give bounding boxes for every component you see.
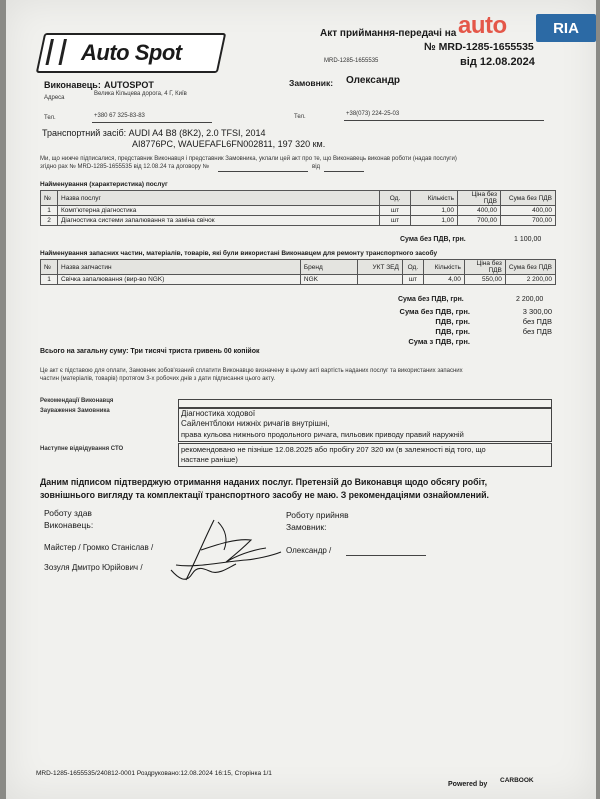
watermark-ria: RIA: [536, 14, 596, 42]
sig-master: Майстер / Громко Станіслав /: [44, 543, 154, 552]
parts-total-label: Сума без ПДВ, грн.: [398, 296, 464, 303]
grand-total-label: Сума без ПДВ, грн.: [399, 307, 470, 316]
services-total: 1 100,00: [514, 236, 542, 243]
executor-label: Виконавець:: [44, 80, 101, 90]
vat-value-2: без ПДВ: [522, 327, 552, 336]
customer-tel: +38(073) 224-25-03: [346, 111, 400, 117]
parts-title: Найменування запасних частин, матеріалів, товарів, які були використані Виконавцем для ремонту транспортного засобу: [40, 250, 438, 257]
table-row: 1 Комп'ютерна діагностика шт 1,00 400,00 400,00: [41, 206, 556, 216]
executor-address: Велика Кільцева дорога, 4 Г, Київ: [94, 91, 187, 97]
autoria-watermark: [458, 12, 598, 44]
services-table: [40, 190, 556, 226]
confirm-line2: зовнішнього вигляду та комплектації транспортного засобу не маю. З рекомендаціями ознайомлений.: [40, 490, 489, 500]
customer-tel-label: Тел.: [294, 114, 306, 120]
executor-tel: +380 67 325-83-83: [94, 113, 145, 119]
total-with-vat-label: Сума з ПДВ, грн.: [408, 337, 470, 346]
vehicle-line1: Транспортний засіб: AUDI A4 B8 (8K2), 2.0 TFSI, 2014: [42, 128, 266, 138]
intro-line2: згідно рах № MRD-1285-1655535 від 12.08.24 та договору №: [40, 164, 210, 170]
vehicle-line2: AI8776PC, WAUEFAFL6FN002811, 197 320 км.: [132, 139, 326, 149]
customer-remarks-line2: Сайлентблоки нижніх ричагів внутрішні,: [181, 419, 330, 428]
executor-tel-label: Тел.: [44, 115, 56, 121]
intro-line1: Ми, що нижче підписалися, представник Виконавця і представник Замовника, уклали цей акт про те, що Виконавець виконав роботи (надав послуги): [40, 156, 457, 162]
services-total-label: Сума без ПДВ, грн.: [400, 236, 466, 243]
act-title: Акт приймання-передачі на: [320, 28, 457, 39]
sig-customer: Олександр /: [286, 546, 332, 555]
footer-powered: Powered by: [448, 781, 488, 788]
vat-label-2: ПДВ, грн.: [435, 327, 470, 336]
sig-left-title1: Роботу здав: [44, 508, 92, 518]
customer-remarks-label: Зауваження Замовника: [40, 408, 110, 414]
parts-table: [40, 259, 556, 285]
act-number: № MRD-1285-1655535: [424, 41, 534, 53]
services-header-row: [41, 191, 556, 206]
col-unit: Од.: [380, 191, 411, 206]
watermark-auto: auto: [458, 12, 507, 39]
col-sum: Сума без ПДВ: [501, 191, 556, 206]
next-visit-line2: настане раніше): [181, 455, 238, 464]
sum-in-words: Всього на загальну суму: Три тисячі триста гривень 00 копійок: [40, 348, 260, 355]
handwritten-signature: [156, 510, 286, 590]
sig-right-title1: Роботу прийняв: [286, 510, 349, 520]
table-row: 2 Діагностика системи запалювання та заміна свічок шт 1,00 700,00 700,00: [41, 216, 556, 226]
recommendations-label: Рекомендації Виконавця: [40, 398, 114, 404]
act-number-small: MRD-1285-1655535: [324, 58, 379, 64]
col-quantity: Кількість: [411, 191, 458, 206]
table-row: 1 Свічка запалювання (вир-во NGK) NGK шт 4,00 550,00 2 200,00: [41, 275, 556, 285]
col-number: №: [41, 191, 58, 206]
parts-header-row: № Назва запчастин Бренд УКТ ЗЕД Од. Кількість Ціна без ПДВ Сума без ПДВ: [41, 260, 556, 275]
autospot-logo: Auto Spot: [36, 33, 227, 73]
customer-name: Олександр: [346, 75, 401, 86]
confirm-line1: Даним підписом підтверджую отримання наданих послуг. Претензій до Виконавця щодо обсягу робіт,: [40, 477, 488, 487]
col-price: Ціна без ПДВ: [458, 191, 501, 206]
sig-second: Зозуля Дмитро Юрійович /: [44, 563, 143, 572]
payment-note-line2: частин (матеріалів, товарів) протягом 3-х робочих днів з дати підписання цього акту.: [40, 376, 276, 382]
sig-left-title2: Виконавець:: [44, 520, 94, 530]
parts-total: 2 200,00: [516, 296, 544, 303]
executor-name: AUTOSPOT: [104, 80, 154, 90]
customer-label: Замовник:: [289, 78, 334, 88]
carbook-logo: CARBOOK: [500, 777, 534, 784]
payment-note-line1: Це акт є підставою для оплати, Замовник зобов'язаний сплатити Виконавцю визначену в цьому акті вартість наданих послуг та використаних запасних: [40, 368, 463, 374]
intro-line2b: від: [312, 164, 321, 170]
customer-remarks-line3: права кульова нижнього продольного ричага, пильовик приводу правий наружній: [181, 430, 464, 439]
document-sheet: [6, 0, 596, 799]
footer-print-info: MRD-1285-1655535/240812-0001 Роздруковано:12.08.2024 16:15, Сторінка 1/1: [36, 770, 272, 777]
col-service-name: Назва послуг: [58, 191, 380, 206]
address-label: Адреса: [44, 95, 65, 101]
sig-right-title2: Замовник:: [286, 522, 327, 532]
next-visit-line1: рекомендовано не пізніше 12.08.2025 або пробігу 207 320 км (в залежності від того, що: [181, 445, 486, 454]
act-date: від 12.08.2024: [460, 56, 535, 68]
services-title: Найменування (характеристика) послуг: [40, 181, 168, 188]
vat-value-1: без ПДВ: [522, 317, 552, 326]
vat-label-1: ПДВ, грн.: [435, 317, 470, 326]
next-visit-label: Наступне відвідування СТО: [40, 446, 124, 452]
grand-total-value: 3 300,00: [522, 307, 552, 316]
customer-remarks-line1: Діагностика ходової: [181, 409, 256, 418]
